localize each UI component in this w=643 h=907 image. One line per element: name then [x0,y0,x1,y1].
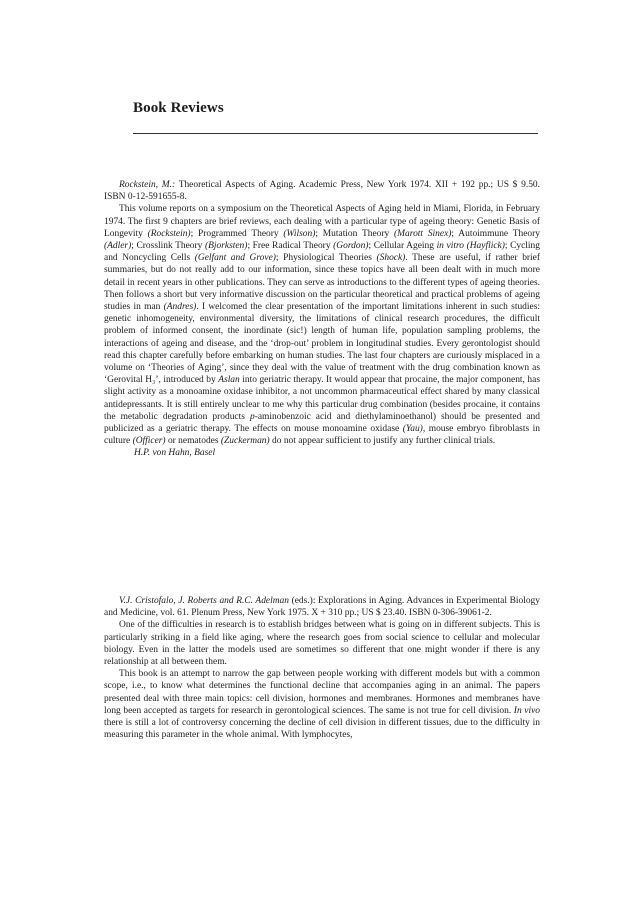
italic-text: (Gordon) [333,241,369,252]
text-run: This volume reports on a symposium on the Theoretical Aspects of Aging held in Miami, Florida, in February 1974. The first 9 chapters are brief reviews, each dealing with a particular type of ageing theory: Genetic Basis of Longevity [104,204,540,239]
italic-text: p [249,411,255,422]
italic-text: in vitro [436,241,464,252]
review-body [104,203,540,447]
review-citation [104,179,540,203]
review-citation-text: (eds.): Explorations in Aging. Advances in Experimental Biology and Medicine, vol. 61. Plenum Press, New York 1975. X + 310 pp.; US $ 23.40. ISBN 0-306-39061-2. [104,596,540,619]
text-run: into geriatric therapy. It would appear that procaine, the major component, has slight activity as a monoamine oxidase inhibitor, a not uncommon pharmaceutical effect shared by many classical antidepressants. It is still entirely unclear to me why this particular drug combination (besides procaine, it contains the metabolic degradation products [104,375,540,422]
heading-rule [133,133,538,134]
review-paragraph: One of the difficulties in research is to establish bridges between what is going on in different subjects. This is particularly striking in a field like aging, where the research goes from social science to cellular and molecular biology. Even in the latter the models used are sometimes so different that one might wonder if there is any relationship at all between them. [104,620,540,668]
text-run: . These are useful, if rather brief summaries, but do not really add to our information, since these topics have all been dealt with in much more detail in recent years in other publications. They can serve as introductions to the different types of ageing theories. Then follows a short but very informative discussion on the particular theoretical and practical problems of ageing studies in man [104,253,541,313]
text-run: ; Physiological Theories [275,253,377,264]
text-run: . I welcomed the clear presentation of the important limitations inherent in such studies: genetic inhomogeneity, environmental diversity, the limitations of clinical research procedures, the difficult problem of informed consent, the inordinate (sic!) length of human life, population sampling problems, the interactions of ageing and disease, and the ‘drop-out’ problem in longitudinal studies. Every gerontologist should read this chapter carefully before embarking on human studies. The last four chapters are curiously misplaced in a volume on ‘Theories of Aging’, since they deal with the value of treatment with the drug combination known as ‘Gerovital H₃’, introduced by [104,302,541,386]
text-run: ; Autoimmune Theory [451,228,540,239]
italic-text: (Gelfant and Grove) [194,253,276,264]
review-authors: V.J. Cristofalo, J. Roberts and R.C. Adelman [119,596,289,606]
section-heading: Book Reviews [133,100,224,116]
text-run: This book is an attempt to narrow the gap between people working with different models but with a common scope, i.e., to know what determines the functional decline that accompanies aging in an animal. The papers presented deal with three main topics: cell division, hormones and membranes. Hormones and membranes have long been accepted as targets for research in gerontological sciences. The same is not true for cell division. [104,669,540,716]
text-run: , mouse embryo fibroblasts in culture [104,424,540,447]
text-run: ; Crosslink Theory [131,241,205,252]
italic-text: (Wilson) [283,228,316,239]
text-run: ; Free Radical Theory [247,241,334,252]
text-run: do not appear sufficient to justify any further clinical trials. [269,436,496,447]
text-run: -aminobenzoic acid and diethylaminoethanol) should be presented and publicized as a geriatric therapy. The effects on mouse monoamine oxidase [104,411,540,435]
italic-text: (Hayflick) [466,241,505,252]
italic-text: (Rockstein) [147,228,191,239]
review-citation [104,595,540,619]
italic-text: (Bjorksten) [204,241,248,252]
italic-text: (Officer) [132,436,166,447]
italic-text: (Adler) [104,241,132,252]
review-authors: Rockstein, M.: [119,180,176,190]
italic-text: (Andres) [163,302,197,313]
review-signature: H.P. von Hahn, Basel [134,448,216,459]
italic-text: (Marott Sinex) [394,228,452,239]
review-citation-text: Theoretical Aspects of Aging. Academic Press, New York 1974. XII + 192 pp.; US $ 9.50. ISBN 0-12-591655-8. [104,180,540,203]
text-run: ; Cycling and Noncycling Cells [104,241,540,264]
text-run: ; Programmed Theory [190,228,284,239]
italic-text: (Shock) [376,253,406,264]
italic-text: (Zuckerman) [220,436,270,447]
italic-text: In vivo [513,705,540,716]
text-run: ; Mutation Theory [315,228,395,239]
text-run: there is still a lot of controversy concerning the decline of cell division in different tissues, due to the difficulty in measuring this parameter in the whole animal. With lymphocytes, [104,718,540,741]
review-cristofalo [104,595,540,741]
text-run: ; Cellular Ageing [368,241,437,252]
review-rockstein [104,179,540,460]
text-run: or nematodes [165,436,221,447]
italic-text: Aslan [218,375,240,386]
review-paragraph [104,668,540,741]
italic-text: (Yau) [402,424,423,435]
